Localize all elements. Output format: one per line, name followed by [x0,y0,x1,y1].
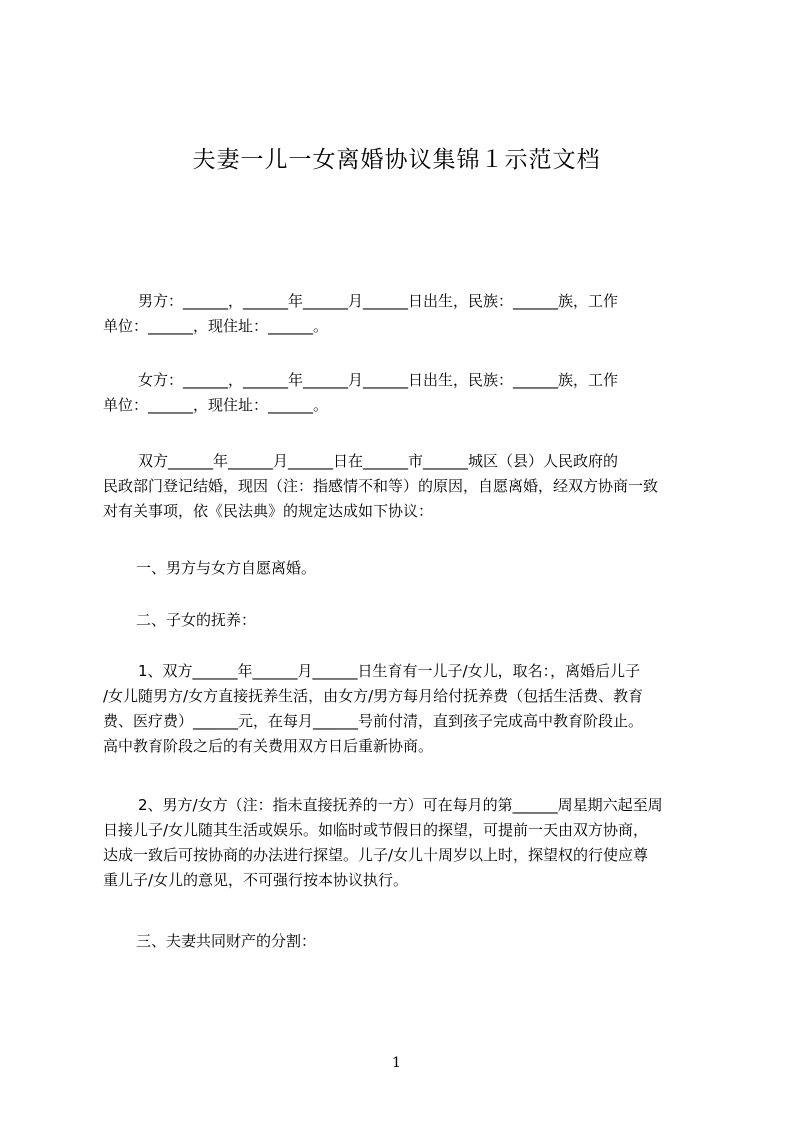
male-party-paragraph [103,289,701,339]
text-line: /女儿随男方/女方直接抚养生活，由女方/男方每月给付抚养费（包括生活费、教育 [103,687,644,705]
marriage-paragraph [103,449,701,524]
text-line: 重儿子/女儿的意见，不可强行按本协议执行。 [103,871,409,889]
custody-item-2 [103,793,701,893]
text-line: 2、男方/女方（注：指未直接抚养的一方）可在每月的第______周星期六起至周 [138,796,663,814]
text-line: 1、双方______年______月______日生育有一儿子/女儿，取名：，离婚后儿子 [138,662,641,680]
page-number: 1 [392,1055,401,1071]
clause-heading: 一、男方与女方自愿离婚。 [136,559,317,577]
clause-heading: 二、子女的抚养： [136,611,257,629]
text-line: 单位：______，现住址：______。 [103,396,329,414]
text-line: 高中教育阶段之后的有关费用双方日后重新协商。 [103,737,434,755]
text-line: 双方______年______月______日在______市______城区（县）人民政府的 [138,452,619,470]
text-line: 对有关事项，依《民法典》的规定达成如下协议： [103,502,434,520]
text-line: 女方：______，______年______月______日出生，民族：______族，工作 [138,371,619,389]
custody-item-1 [103,659,701,759]
clause-heading: 三、夫妻共同财产的分割： [136,932,317,950]
text-line: 日接儿子/女儿随其生活或娱乐。如临时或节假日的探望，可提前一天由双方协商， [103,821,649,839]
female-party-paragraph [103,368,701,418]
text-line: 单位：______，现住址：______。 [103,317,329,335]
text-line: 费、医疗费）______元，在每月______号前付清，直到孩子完成高中教育阶段止。 [103,712,644,730]
document-title: 夫妻一儿一女离婚协议集锦１示范文档 [192,147,601,173]
text-line: 达成一致后可按协商的办法进行探望。儿子/女儿十周岁以上时，探望权的行使应尊 [103,846,649,864]
text-line: 男方：______，______年______月______日出生，民族：______族，工作 [138,292,619,310]
text-line: 民政部门登记结婚，现因（注：指感情不和等）的原因，自愿离婚，经双方协商一致 [103,477,659,495]
